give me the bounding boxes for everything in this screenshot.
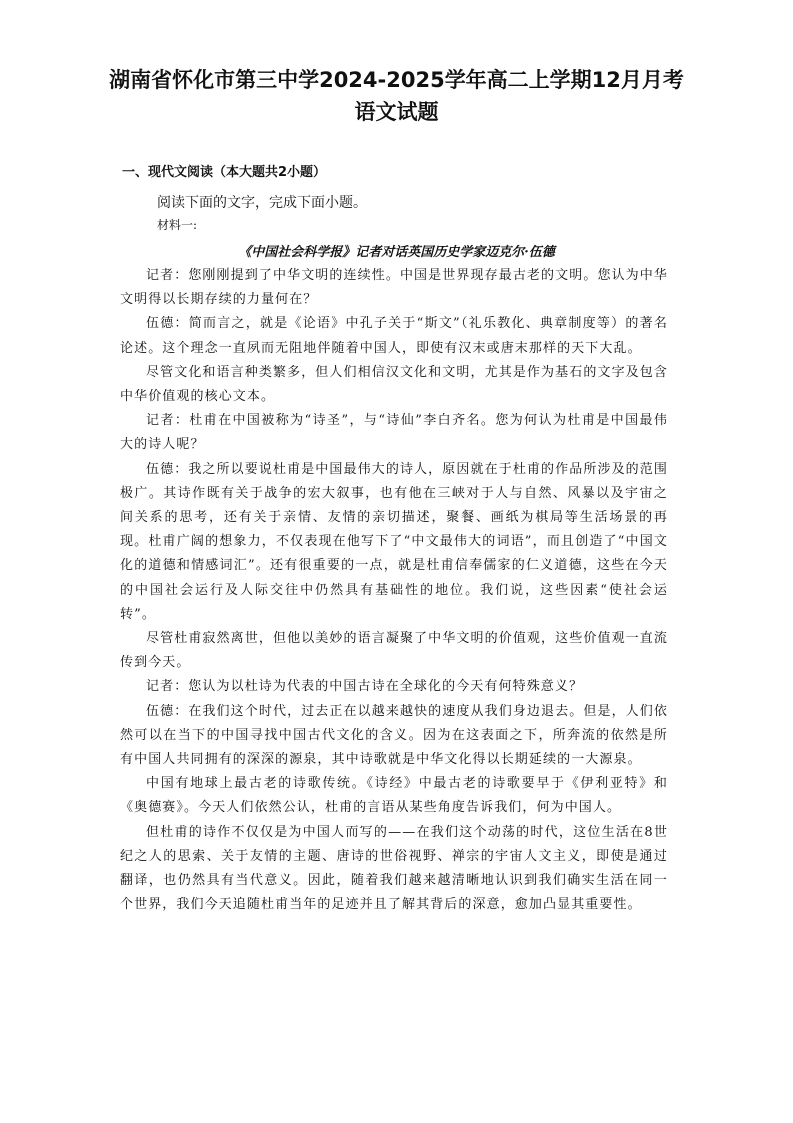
- paragraph: 记者：杜甫在中国被称为“诗圣”，与“诗仙”李白齐名。您为何认为杜甫是中国最伟大的诗人呢？: [120, 413, 668, 453]
- paragraph: 伍德：简而言之，就是《论语》中孔子关于“斯文”（礼乐教化、典章制度等）的著名论述。这个理念一直夙而无阻地伴随着中国人，即使有汉末或唐末那样的天下大乱。: [120, 316, 668, 356]
- paragraph: 中国有地球上最古老的诗歌传统。《诗经》中最古老的诗歌要早于《伊利亚特》和《奥德赛》。今天人们依然公认，杜甫的言语从某些角度告诉我们，何为中国人。: [120, 776, 668, 816]
- paragraph: 但杜甫的诗作不仅仅是为中国人而写的——在我们这个动荡的时代，这位生活在8世纪之人的思索、关于友情的主题、唐诗的世俗视野、禅宗的宇宙人文主义，即使是通过翻译，也仍然具有当代意义。因此，随着我们越来越清晰地认识到我们确实生活在同一个世界，我们今天追随杜甫当年的足迹并且了解其背后的深意，愈加凸显其重要性。: [120, 824, 668, 913]
- paragraph: 伍德：我之所以要说杜甫是中国最伟大的诗人，原因就在于杜甫的作品所涉及的范围极广。其诗作既有关于战争的宏大叙事，也有他在三峡对于人与自然、风暴以及宇宙之间关系的思考，还有关于亲情、友情的亲切描述，聚餐、画纸为棋局等生活场景的再现。杜甫广阔的想象力，不仅表现在他写下了“中文最伟大的词语”，而且创造了“中国文化的道德和情感词汇”。还有很重要的一点，就是杜甫信奉儒家的仁义道德，这些在今天的中国社会运行及人际交往中仍然具有基础性的地位。我们说，这些因素“使社会运转”。: [120, 461, 668, 622]
- section-heading: 一、现代文阅读（本大题共2小题）: [122, 165, 327, 180]
- exam-title: 湖南省怀化市第三中学2024-2025学年高二上学期12月月考语文试题: [109, 68, 684, 124]
- article-title: 《中国社会科学报》记者对话英国历史学家迈克尔·伍德: [238, 245, 555, 260]
- material-label: 材料一:: [157, 218, 198, 232]
- paragraph: 尽管文化和语言种类繁多，但人们相信汉文化和文明，尤其是作为基石的文字及包含中华价值观的核心文本。: [120, 364, 668, 405]
- paragraph: 记者：您认为以杜诗为代表的中国古诗在全球化的今天有何特殊意义？: [146, 679, 584, 695]
- paragraph: 记者：您刚刚提到了中华文明的连续性。中国是世界现存最古老的文明。您认为中华文明得以长期存续的力量何在？: [120, 268, 668, 308]
- reading-instruction: 阅读下面的文字，完成下面小题。: [157, 195, 367, 211]
- article-body: [120, 264, 668, 917]
- paragraph: 伍德：在我们这个时代，过去正在以越来越快的速度从我们身边退去。但是，人们依然可以在当下的中国寻找中国古代文化的含义。因为在这表面之下，所奔流的依然是所有中国人共同拥有的深深的源泉，其中诗歌就是中华文化得以长期延续的一大源泉。: [120, 703, 668, 768]
- paragraph: 尽管杜甫寂然离世，但他以美妙的语言凝聚了中华文明的价值观，这些价值观一直流传到今天。: [120, 631, 668, 671]
